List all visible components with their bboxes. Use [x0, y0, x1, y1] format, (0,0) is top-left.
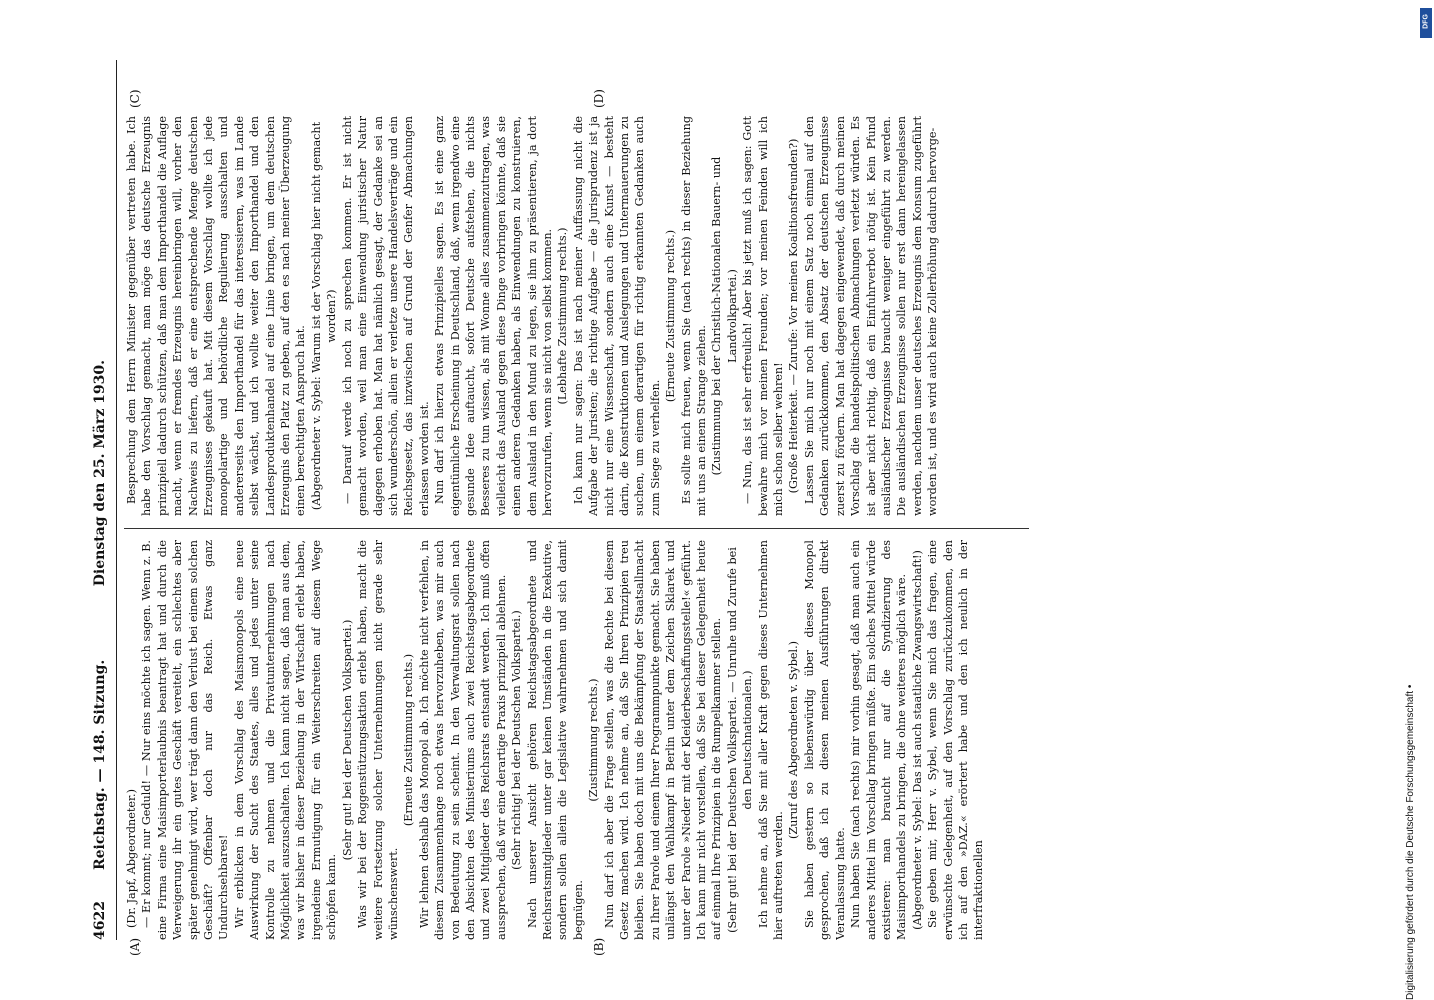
interjection: (Erneute Zustimmung rechts.): [402, 653, 416, 827]
paragraph: Was wir bei der Roggenstützungsaktion erlebt haben, macht die weitere Fortsetzung solcher Unternehmungen nicht gerade sehr wünschenswert.: [356, 540, 400, 940]
interjection: (Abgeordneter v. Sybel: Das ist auch staatliche Zwangswirtschaft!): [910, 550, 924, 930]
interjection: (Erneute Zustimmung rechts.): [664, 229, 678, 403]
paragraph: Es sollte mich freuen, wenn Sie (nach rechts) in dieser Beziehung mit uns an einem Strange ziehen.: [679, 116, 709, 516]
header-rule: [116, 60, 117, 940]
right-text-column: [124, 116, 1029, 516]
paragraph: Sie geben mir, Herr v. Sybel, wenn Sie mich das fragen, eine erwünschte Gelegenheit, auf den Vorschlag zurückzukommen, den ich auf den »DAZ.« erörtert habe und den ich neulich in der interfraktionellen: [926, 540, 986, 940]
page-header: [92, 60, 112, 940]
interjection: (Sehr richtig! bei der Deutschen Volkspartei.): [510, 610, 524, 870]
header-session-title: Reichstag. — 148. Sitzung.: [92, 659, 108, 870]
paragraph: Ich kann nur sagen: Das ist nach meiner Auffassung nicht die Aufgabe der Juristen; die richtige Aufgabe — die Jurisprudenz ist ja nicht nur eine Wissenschaft, sondern auch eine Kunst — besteht darin, die Konstruktionen und Auslegungen und Untermauerungen zu suchen, um einem derartigen für richtig erkannten Gedanken auch zum Siege zu verhelfen.: [571, 116, 662, 516]
margin-marker-b: (B): [592, 937, 606, 956]
interjection: (Zustimmung rechts.): [587, 678, 601, 802]
margin-marker-d: (D): [592, 89, 606, 108]
paragraph: — Er kommt; nur Geduld! — Nur eins möchte ich sagen. Wenn z. B. eine Firma eine Maisimporterlaubnis beantragt hat und durch die Verweigerung ihr ein gutes Geschäft vereitelt, ein schlechtes aber später genehmigt wird, wer trägt dann den Verlust bei einem solchen Geschäft? Offenbar doch nur das Reich. Etwas ganz Undurchsehbares!: [140, 540, 231, 940]
paragraph: Ich nehme an, daß Sie mit aller Kraft gegen dieses Unternehmen hier auftreten werden.: [756, 540, 786, 940]
dfg-logo-text: DFG: [1422, 14, 1430, 29]
credit-text: Digitalisierung gefördert durch die Deutsche Forschungsgemeinschaft •: [1405, 684, 1416, 1000]
paragraph: Wir erblicken in dem Vorschlag des Maismonopols eine neue Auswirkung der Sucht des Staates, alles und jedes unter seine Kontrolle zu nehmen und die Privatunternehmungen nach Möglichkeit auszuschalten. Ich kann nicht sagen, daß man aus dem, was wir bisher in dieser Beziehung in der Wirtschaft erlebt haben, irgendeine Ermutigung für ein Weiterschreiten auf diesem Wege schöpfen kann.: [232, 540, 339, 940]
paragraph: Sie haben gestern so liebenswürdig über dieses Monopol gesprochen, daß ich zu diesen meinen Ausführungen direkt Veranlassung hatte.: [802, 540, 847, 940]
column-divider: [124, 528, 1029, 529]
paragraph: Lassen Sie mich nur noch mit einem Satz noch einmal auf den Gedanken zurückkommen, den Absatz der deutschen Erzeugnisse zuerst zu fördern. Man hat dagegen eingewendet, daß durch meinen Vorschlag die handelspolitischen Abmachungen verletzt würden. Es ist aber nicht richtig, daß ein Einfuhrverbot nötig ist. Kein Pfund ausländischer Erzeugnisse braucht weniger eingeführt zu werden. Die ausländischen Erzeugnisse sollen nur erst dann hereingelassen werden, nachdem unser deutsches Erzeugnis dem Konsum zugeführt worden ist, und es wird auch keine Zollerhöhung dadurch hervorge-: [802, 116, 940, 516]
digitization-credit: [1405, 0, 1427, 1000]
paragraph: — Darauf werde ich noch zu sprechen kommen. Er ist nicht gemacht worden, weil man eine Einwendung juristischer Natur dagegen erhoben hat. Man hat nämlich gesagt, der Gedanke sei an sich wunderschön, allein er verletze unsere Handelsverträge und ein Reichsgesetz, das inzwischen auf Grund der Genfer Abmachungen erlassen worden ist.: [340, 116, 431, 516]
margin-marker-c: (C): [128, 89, 142, 108]
paragraph: Wir lehnen deshalb das Monopol ab. Ich möchte nicht verfehlen, in diesem Zusammenhange noch etwas hervorzuheben, was mir auch von Bedeutung zu sein scheint. In den Verwaltungsrat sollen nach den Absichten des Ministeriums auch zwei Reichstagsabgeordnete und zwei Mitglieder des Reichsrats entsandt werden. Ich muß offen aussprechen, daß wir eine derartige Praxis prinzipiell ablehnen.: [417, 540, 508, 940]
page-number: 4622: [92, 901, 108, 940]
paragraph: Nach unserer Ansicht gehören Reichstagsabgeordnete und Reichsratsmitglieder unter gar keinen Umständen in die Exekutive, sondern sollen allein die Legislative wahrnehmen und sich damit begnügen.: [525, 540, 585, 940]
paragraph: Nun darf ich aber die Frage stellen, was die Rechte bei diesem Gesetz machen wird. Ich nehme an, daß Sie Ihren Prinzipien treu bleiben. Sie haben doch mit uns die Bekämpfung der Staatsallmacht zu Ihrer Parole und einem Ihrer Programmpunkte gemacht. Sie haben unlängst den Wahlkampf in Berlin unter dem Zeichen Sklarek und unter der Parole »Nieder mit der Kleiderbeschaffungsstelle!« geführt. Ich kann mir nicht vorstellen, daß Sie bei dieser Gelegenheit heute auf einmal Ihre Prinzipien in die Rumpelkammer stellen.: [602, 540, 724, 940]
dfg-logo: [1420, 8, 1432, 38]
paragraph: (Dr. Japf, Abgeordneter.): [125, 789, 138, 928]
interjection: (Zuruf des Abgeordneten v. Sybel.): [787, 641, 801, 840]
interjection: (Sehr gut! bei der Deutschen Volkspartei. — Unruhe und Zurufe bei den Deutschnationalen.): [725, 547, 755, 933]
rotated-scan-page: [72, 0, 1434, 1000]
paragraph: Besprechung dem Herrn Minister gegenüber vertreten habe. Ich habe den Vorschlag gemacht, man möge das deutsche Erzeugnis prinzipiell dadurch schützen, daß man dem Importhandel die Auflage macht, wenn er fremdes Erzeugnis hereinbringen will, vorher den Nachweis zu liefern, daß er eine entsprechende Menge deutschen Erzeugnisses gekauft hat. Mit diesem Vorschlag wollte ich jede monopolartige und behördliche Regulierung ausschalten und andererseits den Importhandel für das interessieren, was im Lande selbst wächst, und ich wollte weiter den Importhandel und den Landesproduktenhandel auf eine Linie bringen, um dem deutschen Erzeugnis den Platz zu geben, auf den es nach meiner Überzeugung einen berechtigten Anspruch hat.: [125, 116, 308, 516]
interjection: (Lebhafte Zustimmung rechts.): [556, 227, 570, 405]
header-date: Dienstag den 25. März 1930.: [92, 360, 108, 587]
left-text-column: [124, 540, 1029, 940]
paragraph: Nun haben Sie (nach rechts) mir vorhin gesagt, daß man auch ein anderes Mittel im Vorschlag bringen müßte. Ein solches Mittel würde existieren: man braucht nur auf die Syndizierung des Maisimporthandels zu bringen, die ohne weiteres möglich wäre.: [849, 540, 909, 940]
interjection: (Zustimmung bei der Christlich-Nationalen Bauern- und Landvolkpartei.): [710, 156, 739, 476]
interjection: (Große Heiterkeit. — Zurufe: Vor meinen Koalitionsfreunden?): [787, 138, 801, 494]
paragraph: Nun darf ich hierzu etwas Prinzipielles sagen. Es ist eine ganz eigentümliche Erscheinung in Deutschland, daß, wenn irgendwo eine gesunde Idee auftaucht, sofort Deutsche aufstehen, die nichts Besseres zu tun wissen, als mit Wonne alles zusammenzutragen, was vielleicht das Ausland gegen diese Dinge vorbringen könnte, daß sie einen anderen Gedanken haben, als Einwendungen zu konstruieren, dem Ausland in den Mund zu legen, sie ihm zu präsentieren, ja dort hervorzurufen, wenn sie nicht von selbst kommen.: [433, 116, 554, 516]
interjection: (Abgeordneter v. Sybel: Warum ist der Vorschlag hier nicht gemacht worden?): [309, 121, 339, 511]
paragraph: — Nun, das ist sehr erfreulich! Aber bis jetzt muß ich sagen: Gott bewahre mich vor meinen Freunden; vor meinen Feinden will ich mich schon selber wehren!: [741, 116, 786, 516]
margin-marker-a: (A): [128, 937, 142, 956]
interjection: (Sehr gut! bei der Deutschen Volkspartei.): [340, 619, 354, 861]
